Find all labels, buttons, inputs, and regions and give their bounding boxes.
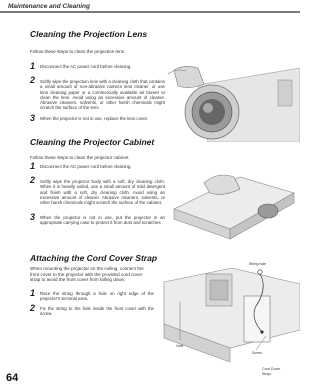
cord-step-2-text: Fix the string to the hole inside the front cover with the screw. bbox=[40, 306, 154, 317]
header-divider bbox=[0, 11, 300, 13]
section-title-cabinet: Cleaning the Projector Cabinet bbox=[30, 137, 155, 147]
lens-step-2-text: Softly wipe the projection lens with a cleaning cloth that contains a small amount of non-abrasive camera lens cleaner, or use lens cleaning paper or a commercially available air blower to clean the lens. Avoid using an excessive amount of cleaner. Abrasive cleaners, solvents, or other harsh chemicals might scratch the surface of the lens. bbox=[40, 79, 165, 111]
section-title-lens: Cleaning the Projection Lens bbox=[30, 29, 148, 39]
callout-string-hole: String hole bbox=[249, 262, 267, 266]
section-title-cord-strap: Attaching the Cord Cover Strap bbox=[30, 253, 158, 263]
callout-cord-cover-strap-line2: Strap bbox=[262, 372, 271, 376]
cord-strap-illustration bbox=[160, 262, 300, 366]
page-number: 64 bbox=[6, 372, 19, 384]
callout-hole: Hole bbox=[176, 344, 184, 348]
cabinet-step-1-number: 1 bbox=[30, 161, 36, 171]
lens-step-1-number: 1 bbox=[30, 61, 36, 71]
lens-step-3-text: When the projector is not in use, replace the lens cover. bbox=[40, 116, 149, 121]
cabinet-step-1-text: Disconnect the AC power cord before cleaning. bbox=[40, 164, 132, 169]
lens-step-1-text: Disconnect the AC power cord before cleaning. bbox=[40, 64, 132, 69]
callout-cord-cover-strap-line1: Cord Cover bbox=[262, 367, 281, 371]
cabinet-step-2-text: Softly wipe the projector body with a soft, dry cleaning cloth. When it is heavily soiled, use a small amount of mild detergent and finish with a soft, dry cleaning cloth. Avoid using an excessive amount of cleaner. Abrasive cleaners, solvents, or other harsh chemicals might scratch the surface of the cabinet. bbox=[40, 179, 165, 206]
cabinet-step-3-text: When the projector is not in use, put the projector in an appropriate carrying case to protect it from dust and scratches. bbox=[40, 215, 165, 226]
header-title: Maintenance and Cleaning bbox=[8, 3, 90, 10]
cord-intro: When mounting the projector on the ceiling, connect the front cover to the projector with the provided cord cover strap to avoid the front cover from falling down. bbox=[30, 266, 144, 283]
callout-screw: Screw bbox=[252, 351, 262, 355]
cord-step-1-number: 1 bbox=[30, 288, 36, 298]
cabinet-intro: Follow these steps to clean the projector cabinet. bbox=[30, 155, 130, 160]
lens-cleaning-illustration bbox=[168, 60, 300, 142]
cabinet-step-3-number: 3 bbox=[30, 212, 36, 222]
cabinet-cleaning-illustration bbox=[170, 163, 296, 241]
lens-step-2-number: 2 bbox=[30, 75, 36, 85]
lens-intro: Follow these steps to clean the projection lens. bbox=[30, 49, 126, 54]
cord-step-2-number: 2 bbox=[30, 303, 36, 313]
cabinet-step-2-number: 2 bbox=[30, 175, 36, 185]
lens-step-3-number: 3 bbox=[30, 113, 36, 123]
cord-step-1-text: Race the string through a hole on right edge of the projector's terminal area. bbox=[40, 291, 154, 302]
